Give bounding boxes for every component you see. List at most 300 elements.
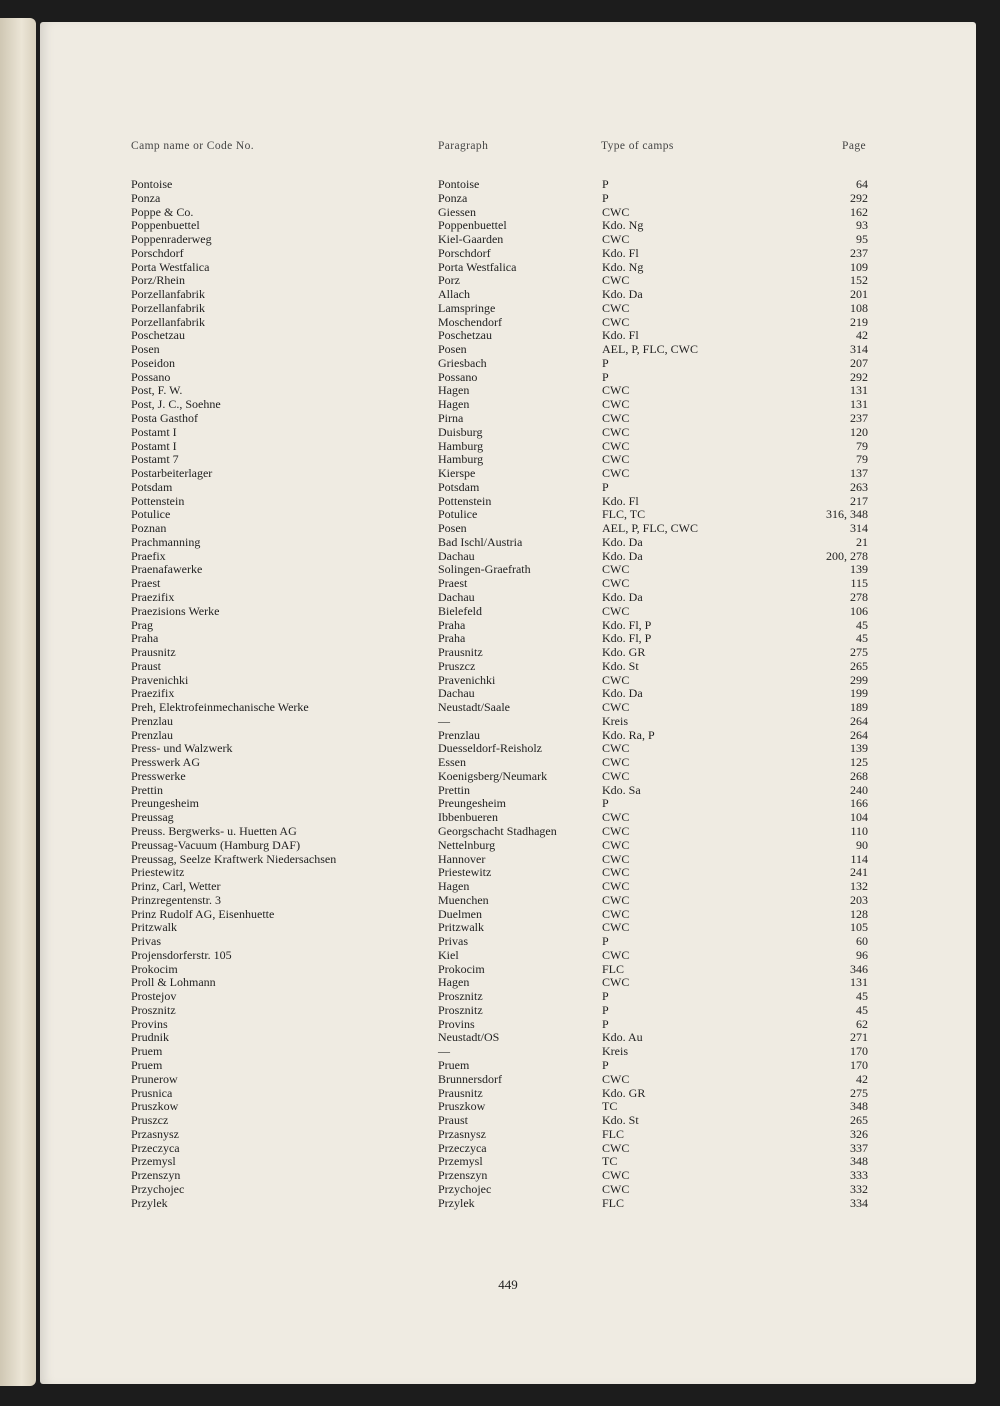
page-cell: 105: [850, 920, 868, 935]
paragraph-cell: Pirna: [438, 411, 464, 426]
camp-name-cell: Ponza: [131, 190, 161, 205]
paragraph-cell: Hamburg: [438, 452, 484, 467]
page-cell: 79: [856, 452, 868, 467]
table-row: [40, 550, 976, 564]
page-cell: 132: [850, 879, 868, 894]
camp-name-cell: Prenzlau: [131, 713, 173, 728]
table-row: [40, 770, 976, 784]
camp-name-cell: Prudnik: [131, 1030, 170, 1045]
header-paragraph: Paragraph: [438, 140, 489, 152]
type-cell: CWC: [602, 603, 630, 618]
page-cell: 314: [850, 342, 868, 357]
paragraph-cell: Muenchen: [438, 892, 489, 907]
paragraph-cell: Pontoise: [438, 177, 480, 191]
paragraph-cell: Possano: [438, 369, 478, 384]
table-row: [40, 963, 976, 977]
camp-name-cell: Post, J. C., Soehne: [131, 397, 221, 412]
paragraph-cell: Allach: [438, 287, 470, 302]
page-cell: 110: [850, 823, 868, 838]
paragraph-cell: Solingen-Graefrath: [438, 562, 531, 577]
type-cell: Kdo. Da: [602, 534, 643, 549]
page-cell: 203: [850, 892, 868, 907]
paragraph-cell: Ibbenbueren: [438, 810, 498, 825]
page-cell: 240: [850, 782, 868, 797]
table-row: [40, 536, 976, 550]
camp-name-cell: Przenszyn: [131, 1168, 181, 1183]
type-cell: CWC: [602, 892, 630, 907]
camp-name-cell: Prenzlau: [131, 727, 173, 742]
paragraph-cell: Porz: [438, 273, 460, 288]
table-row: [40, 398, 976, 412]
type-cell: P: [602, 1058, 609, 1072]
type-cell: P: [602, 796, 609, 811]
paragraph-cell: Potsdam: [438, 479, 480, 494]
page-cell: 332: [850, 1181, 868, 1196]
paragraph-cell: Hagen: [438, 383, 470, 398]
table-row: [40, 1142, 976, 1156]
camp-name-cell: Przasnysz: [131, 1126, 179, 1141]
page-cell: 139: [850, 562, 868, 577]
camp-name-cell: Prinzregentenstr. 3: [131, 892, 221, 907]
table-row: [40, 839, 976, 853]
type-cell: CWC: [602, 672, 630, 687]
page-cell: 275: [850, 1085, 868, 1100]
table-row: [40, 591, 976, 605]
camp-name-cell: Postarbeiterlager: [131, 466, 213, 481]
paragraph-cell: Privas: [438, 934, 468, 949]
type-cell: CWC: [602, 411, 630, 426]
type-cell: P: [602, 934, 609, 949]
camp-name-cell: Prag: [131, 617, 153, 632]
camp-name-cell: Poschetzau: [131, 328, 185, 343]
page-cell: 333: [850, 1168, 868, 1183]
camp-name-cell: Pruszkow: [131, 1099, 179, 1114]
page-cell: 199: [850, 686, 868, 701]
page-cell: 278: [850, 589, 868, 604]
paragraph-cell: Provins: [438, 1016, 475, 1031]
paragraph-cell: —: [438, 1044, 450, 1059]
table-row: [40, 646, 976, 660]
type-cell: P: [602, 1016, 609, 1031]
type-cell: FLC: [602, 961, 625, 976]
camp-name-cell: Poppe & Co.: [131, 204, 194, 219]
table-row: [40, 687, 976, 701]
table-row: [40, 866, 976, 880]
type-cell: FLC, TC: [602, 507, 646, 522]
type-cell: CWC: [602, 975, 630, 990]
table-row: [40, 1100, 976, 1114]
type-cell: CWC: [602, 700, 630, 715]
type-cell: Kdo. Fl, P: [602, 631, 652, 646]
type-cell: CWC: [602, 920, 630, 935]
table-row: [40, 742, 976, 756]
type-cell: Kdo. St: [602, 1113, 639, 1128]
type-cell: Kdo. Da: [602, 287, 643, 302]
table-row: [40, 1155, 976, 1169]
table-row: [40, 825, 976, 839]
camp-name-cell: Pruszcz: [131, 1113, 169, 1128]
camp-name-cell: Pottenstein: [131, 493, 185, 508]
paragraph-cell: Pravenichki: [438, 672, 496, 687]
type-cell: Kdo. Fl, P: [602, 617, 652, 632]
page-cell: 104: [850, 810, 868, 825]
type-cell: P: [602, 177, 609, 191]
table-row: [40, 784, 976, 798]
paragraph-cell: —: [438, 713, 450, 728]
camp-name-cell: Priestewitz: [131, 865, 185, 880]
table-row: [40, 729, 976, 743]
paragraph-cell: Nettelnburg: [438, 837, 496, 852]
page-number: 449: [498, 1277, 518, 1292]
type-cell: Kdo. GR: [602, 1085, 646, 1100]
paragraph-cell: Ponza: [438, 190, 468, 205]
table-row: [40, 811, 976, 825]
page-cell: 96: [856, 947, 868, 962]
table-row: [40, 894, 976, 908]
type-cell: P: [602, 190, 609, 205]
header-page: Page: [842, 140, 866, 152]
page-cell: 166: [850, 796, 868, 811]
camp-name-cell: Press- und Walzwerk: [131, 741, 233, 756]
table-row: [40, 605, 976, 619]
camp-name-cell: Postamt 7: [131, 452, 179, 467]
type-cell: Kdo. Ra, P: [602, 727, 655, 742]
camp-name-cell: Praest: [131, 576, 161, 591]
type-cell: Kdo. Fl: [602, 245, 639, 260]
page-cell: 139: [850, 741, 868, 756]
paragraph-cell: Hannover: [438, 851, 486, 866]
camp-name-cell: Pruem: [131, 1044, 163, 1059]
table-row: [40, 467, 976, 481]
table-row: [40, 1197, 976, 1211]
table-row: [40, 481, 976, 495]
type-cell: Kdo. Fl: [602, 328, 639, 343]
paragraph-cell: Pottenstein: [438, 493, 492, 508]
paragraph-cell: Pruszcz: [438, 658, 476, 673]
type-cell: CWC: [602, 906, 630, 921]
type-cell: CWC: [602, 466, 630, 481]
page-cell: 170: [850, 1058, 868, 1072]
table-row: [40, 384, 976, 398]
table-row: [40, 1073, 976, 1087]
page-cell: 241: [850, 865, 868, 880]
page-cell: 237: [850, 411, 868, 426]
page-cell: 170: [850, 1044, 868, 1059]
header-type: Type of camps: [601, 140, 674, 152]
camp-name-cell: Presswerk AG: [131, 755, 200, 770]
page-cell: 79: [856, 438, 868, 453]
paragraph-cell: Kierspe: [438, 466, 476, 481]
table-row: [40, 440, 976, 454]
type-cell: CWC: [602, 1168, 630, 1183]
camp-name-cell: Postamt I: [131, 424, 177, 439]
table-row: [40, 577, 976, 591]
camp-name-cell: Projensdorferstr. 105: [131, 947, 232, 962]
camp-name-cell: Preussag, Seelze Kraftwerk Niedersachsen: [131, 851, 337, 866]
page-cell: 348: [850, 1099, 868, 1114]
page-cell: 114: [850, 851, 868, 866]
table-row: [40, 453, 976, 467]
table-row: [40, 949, 976, 963]
table-row: [40, 1087, 976, 1101]
type-cell: Kdo. Au: [602, 1030, 643, 1045]
camp-name-cell: Porzellanfabrik: [131, 300, 205, 315]
table-row: [40, 178, 976, 192]
page-cell: 219: [850, 314, 868, 329]
type-cell: FLC: [602, 1126, 625, 1141]
type-cell: CWC: [602, 300, 630, 315]
page-cell: 131: [850, 975, 868, 990]
paragraph-cell: Prenzlau: [438, 727, 480, 742]
type-cell: CWC: [602, 823, 630, 838]
camp-name-cell: Praezisions Werke: [131, 603, 220, 618]
type-cell: CWC: [602, 424, 630, 439]
table-row: [40, 1114, 976, 1128]
type-cell: P: [602, 369, 609, 384]
page-cell: 93: [856, 218, 868, 233]
paragraph-cell: Kiel-Gaarden: [438, 232, 504, 247]
type-cell: CWC: [602, 879, 630, 894]
page-cell: 265: [850, 658, 868, 673]
paragraph-cell: Praha: [438, 617, 466, 632]
camp-name-cell: Praenafawerke: [131, 562, 203, 577]
camp-name-cell: Prosznitz: [131, 1002, 176, 1017]
type-cell: Kdo. Ng: [602, 218, 644, 233]
camp-name-cell: Prokocim: [131, 961, 178, 976]
page-cell: 265: [850, 1113, 868, 1128]
camp-name-cell: Prachmanning: [131, 534, 201, 549]
camp-name-cell: Porzellanfabrik: [131, 287, 205, 302]
page-cell: 60: [856, 934, 868, 949]
page-cell: 109: [850, 259, 868, 274]
table-row: [40, 495, 976, 509]
camp-name-cell: Prostejov: [131, 989, 177, 1004]
page-cell: 292: [850, 369, 868, 384]
type-cell: CWC: [602, 1181, 630, 1196]
document-page: [40, 22, 976, 1384]
paragraph-cell: Duisburg: [438, 424, 483, 439]
camp-name-cell: Przylek: [131, 1195, 168, 1210]
camp-name-cell: Posen: [131, 342, 160, 357]
table-row: [40, 935, 976, 949]
paragraph-cell: Griesbach: [438, 355, 487, 370]
table-row: [40, 329, 976, 343]
paragraph-cell: Przemysl: [438, 1154, 483, 1169]
camp-name-cell: Przeczyca: [131, 1140, 180, 1155]
camp-name-cell: Praezifix: [131, 589, 175, 604]
paragraph-cell: Praha: [438, 631, 466, 646]
page-cell: 292: [850, 190, 868, 205]
camp-name-cell: Prunerow: [131, 1071, 178, 1086]
paragraph-cell: Bad Ischl/Austria: [438, 534, 523, 549]
paragraph-cell: Neustadt/Saale: [438, 700, 510, 715]
page-cell: 131: [850, 383, 868, 398]
page-cell: 264: [850, 713, 868, 728]
type-cell: CWC: [602, 562, 630, 577]
camp-name-cell: Presswerke: [131, 768, 186, 783]
camp-name-cell: Przychojec: [131, 1181, 185, 1196]
type-cell: Kdo. Da: [602, 548, 643, 563]
camp-name-cell: Praezifix: [131, 686, 175, 701]
paragraph-cell: Przasnysz: [438, 1126, 486, 1141]
paragraph-cell: Essen: [438, 755, 466, 770]
paragraph-cell: Duesseldorf-Reisholz: [438, 741, 542, 756]
table-row: [40, 660, 976, 674]
page-cell: 62: [856, 1016, 868, 1031]
type-cell: CWC: [602, 232, 630, 247]
page-cell: 264: [850, 727, 868, 742]
paragraph-cell: Hagen: [438, 879, 470, 894]
paragraph-cell: Posen: [438, 521, 467, 536]
table-row: [40, 219, 976, 233]
page-cell: 152: [850, 273, 868, 288]
camp-name-cell: Prinz Rudolf AG, Eisenhuette: [131, 906, 275, 921]
page-cell: 237: [850, 245, 868, 260]
page-cell: 42: [856, 328, 868, 343]
type-cell: P: [602, 479, 609, 494]
paragraph-cell: Przylek: [438, 1195, 475, 1210]
type-cell: CWC: [602, 741, 630, 756]
table-row: [40, 192, 976, 206]
camp-name-cell: Porschdorf: [131, 245, 184, 260]
page-cell: 21: [856, 534, 868, 549]
type-cell: CWC: [602, 837, 630, 852]
table-row: [40, 990, 976, 1004]
paragraph-cell: Potulice: [438, 507, 478, 522]
page-cell: 271: [850, 1030, 868, 1045]
type-cell: Kdo. Da: [602, 589, 643, 604]
page-cell: 137: [850, 466, 868, 481]
type-cell: CWC: [602, 452, 630, 467]
paragraph-cell: Praust: [438, 1113, 468, 1128]
type-cell: TC: [602, 1154, 618, 1169]
page-cell: 45: [856, 631, 868, 646]
paragraph-cell: Prettin: [438, 782, 470, 797]
camp-name-cell: Postamt I: [131, 438, 177, 453]
paragraph-cell: Pritzwalk: [438, 920, 484, 935]
paragraph-cell: Prokocim: [438, 961, 485, 976]
table-row: [40, 508, 976, 522]
page-cell: 120: [850, 424, 868, 439]
camp-name-cell: Privas: [131, 934, 161, 949]
page-cell: 125: [850, 755, 868, 770]
table-row: [40, 563, 976, 577]
type-cell: P: [602, 1002, 609, 1017]
type-cell: CWC: [602, 768, 630, 783]
paragraph-cell: Poppenbuettel: [438, 218, 507, 233]
paragraph-cell: Neustadt/OS: [438, 1030, 500, 1045]
paragraph-cell: Przychojec: [438, 1181, 492, 1196]
table-row: [40, 1045, 976, 1059]
table-row: [40, 371, 976, 385]
camp-table: [40, 178, 976, 1210]
type-cell: CWC: [602, 273, 630, 288]
type-cell: Kreis: [602, 713, 628, 728]
table-row: [40, 880, 976, 894]
table-row: [40, 233, 976, 247]
camp-name-cell: Posta Gasthof: [131, 411, 198, 426]
page-cell: 128: [850, 906, 868, 921]
paragraph-cell: Prausnitz: [438, 645, 483, 660]
paragraph-cell: Dachau: [438, 589, 475, 604]
page-cell: 189: [850, 700, 868, 715]
camp-name-cell: Porta Westfalica: [131, 259, 210, 274]
camp-name-cell: Proll & Lohmann: [131, 975, 216, 990]
type-cell: Kreis: [602, 1044, 628, 1059]
camp-name-cell: Prinz, Carl, Wetter: [131, 879, 221, 894]
page-cell: 95: [856, 232, 868, 247]
paragraph-cell: Moschendorf: [438, 314, 502, 329]
table-row: [40, 619, 976, 633]
paragraph-cell: Preungesheim: [438, 796, 506, 811]
camp-name-cell: Post, F. W.: [131, 383, 183, 398]
type-cell: CWC: [602, 810, 630, 825]
table-row: [40, 357, 976, 371]
page-cell: 90: [856, 837, 868, 852]
page-cell: 201: [850, 287, 868, 302]
camp-name-cell: Preuss. Bergwerks- u. Huetten AG: [131, 823, 297, 838]
type-cell: CWC: [602, 947, 630, 962]
page-cell: 263: [850, 479, 868, 494]
table-row: [40, 522, 976, 536]
type-cell: CWC: [602, 397, 630, 412]
table-row: [40, 853, 976, 867]
paragraph-cell: Georgschacht Stadhagen: [438, 823, 557, 838]
paragraph-cell: Dachau: [438, 686, 475, 701]
type-cell: CWC: [602, 383, 630, 398]
camp-name-cell: Preussag: [131, 810, 174, 825]
table-row: [40, 426, 976, 440]
page-cell: 45: [856, 617, 868, 632]
page-cell: 162: [850, 204, 868, 219]
type-cell: CWC: [602, 314, 630, 329]
table-row: [40, 715, 976, 729]
page-cell: 45: [856, 1002, 868, 1017]
table-row: [40, 1183, 976, 1197]
page-cell: 348: [850, 1154, 868, 1169]
table-row: [40, 206, 976, 220]
paragraph-cell: Pruszkow: [438, 1099, 486, 1114]
type-cell: AEL, P, FLC, CWC: [602, 342, 699, 357]
page-cell: 131: [850, 397, 868, 412]
camp-name-cell: Potulice: [131, 507, 171, 522]
type-cell: CWC: [602, 851, 630, 866]
table-row: [40, 247, 976, 261]
type-cell: CWC: [602, 1140, 630, 1155]
camp-name-cell: Praha: [131, 631, 159, 646]
camp-name-cell: Prusnica: [131, 1085, 173, 1100]
camp-name-cell: Pritzwalk: [131, 920, 177, 935]
page-cell: 207: [850, 355, 868, 370]
page-cell: 217: [850, 493, 868, 508]
table-row: [40, 632, 976, 646]
camp-name-cell: Praust: [131, 658, 161, 673]
camp-name-cell: Przemysl: [131, 1154, 176, 1169]
paragraph-cell: Praest: [438, 576, 468, 591]
type-cell: Kdo. Fl: [602, 493, 639, 508]
page-cell: 45: [856, 989, 868, 1004]
paragraph-cell: Koenigsberg/Neumark: [438, 768, 548, 783]
page-cell: 115: [850, 576, 868, 591]
table-row: [40, 1031, 976, 1045]
paragraph-cell: Przeczyca: [438, 1140, 487, 1155]
paragraph-cell: Hagen: [438, 397, 470, 412]
page-cell: 106: [850, 603, 868, 618]
paragraph-cell: Kiel: [438, 947, 459, 962]
camp-name-cell: Praefix: [131, 548, 166, 563]
type-cell: Kdo. Sa: [602, 782, 641, 797]
type-cell: CWC: [602, 576, 630, 591]
